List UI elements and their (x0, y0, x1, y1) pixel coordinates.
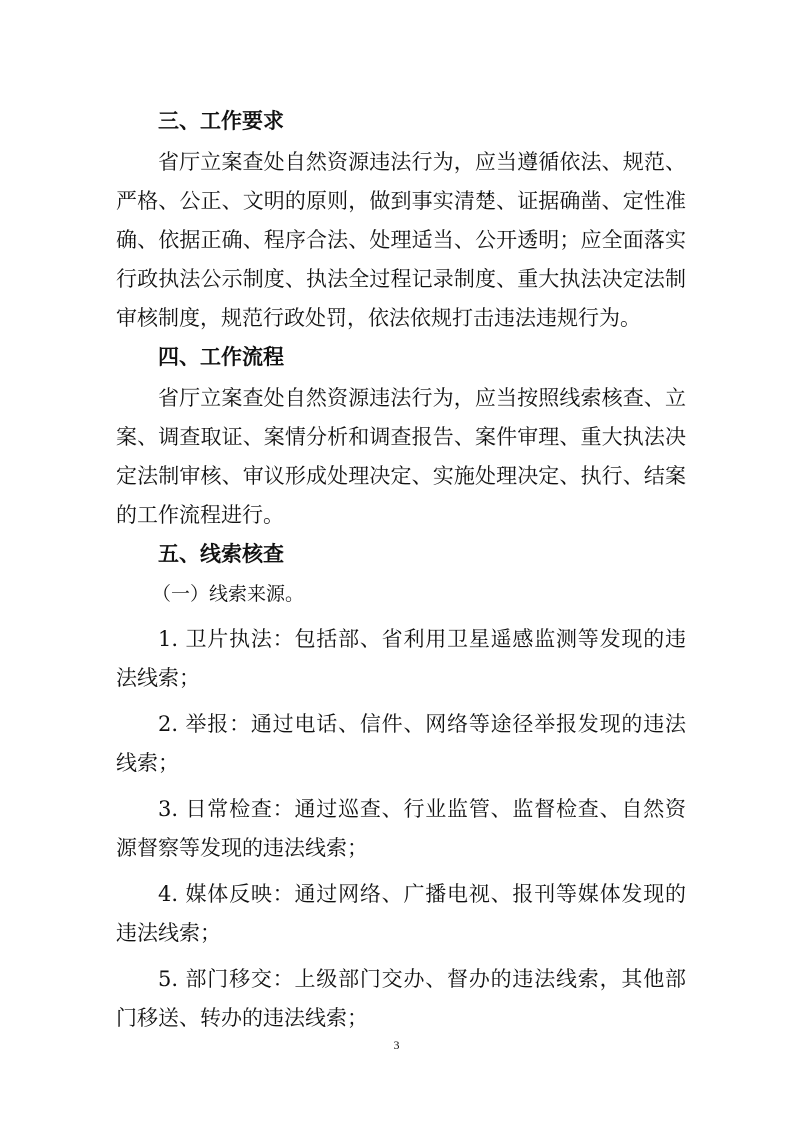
subsection-heading-clue-sources: （一）线索来源。 (152, 583, 305, 605)
list-item-line: 线索； (116, 751, 179, 775)
paragraph-line: 定法制审核、审议形成处理决定、实施处理决定、执行、结案 (116, 464, 686, 488)
paragraph-line: 审核制度，规范行政处罚，依法依规打击违法违规行为。 (116, 306, 641, 330)
list-item-line: 源督察等发现的违法线索； (116, 836, 368, 860)
section-heading-clue-verification: 五、线索核查 (158, 542, 284, 566)
list-item-line: 2. 举报：通过电话、信件、网络等途径举报发现的违法 (158, 712, 686, 736)
paragraph-line: 严格、公正、文明的原则，做到事实清楚、证据确凿、定性准 (116, 189, 686, 213)
list-item-line: 4. 媒体反映：通过网络、广播电视、报刊等媒体发现的 (158, 882, 686, 906)
paragraph-line: 省厅立案查处自然资源违法行为，应当按照线索核查、立 (158, 386, 686, 410)
section-heading-workflow: 四、工作流程 (158, 345, 284, 369)
paragraph-line: 省厅立案查处自然资源违法行为，应当遵循依法、规范、 (158, 150, 686, 174)
list-item-line: 违法线索； (116, 921, 221, 945)
list-item-line: 1. 卫片执法：包括部、省利用卫星遥感监测等发现的违 (158, 627, 686, 651)
list-item-line: 3. 日常检查：通过巡查、行业监管、监督检查、自然资 (158, 797, 686, 821)
paragraph-line: 确、依据正确、程序合法、处理适当、公开透明；应全面落实 (116, 228, 686, 252)
list-item-line: 法线索； (116, 666, 200, 690)
section-heading-work-requirements: 三、工作要求 (158, 109, 284, 133)
list-item-line: 5. 部门移交：上级部门交办、督办的违法线索，其他部 (158, 967, 686, 991)
list-item-line: 门移送、转办的违法线索； (116, 1006, 368, 1030)
paragraph-line: 的工作流程进行。 (116, 503, 284, 527)
page-number: 3 (393, 1038, 400, 1052)
paragraph-line: 行政执法公示制度、执法全过程记录制度、重大执法决定法制 (116, 267, 686, 291)
paragraph-line: 案、调查取证、案情分析和调查报告、案件审理、重大执法决 (116, 425, 686, 449)
